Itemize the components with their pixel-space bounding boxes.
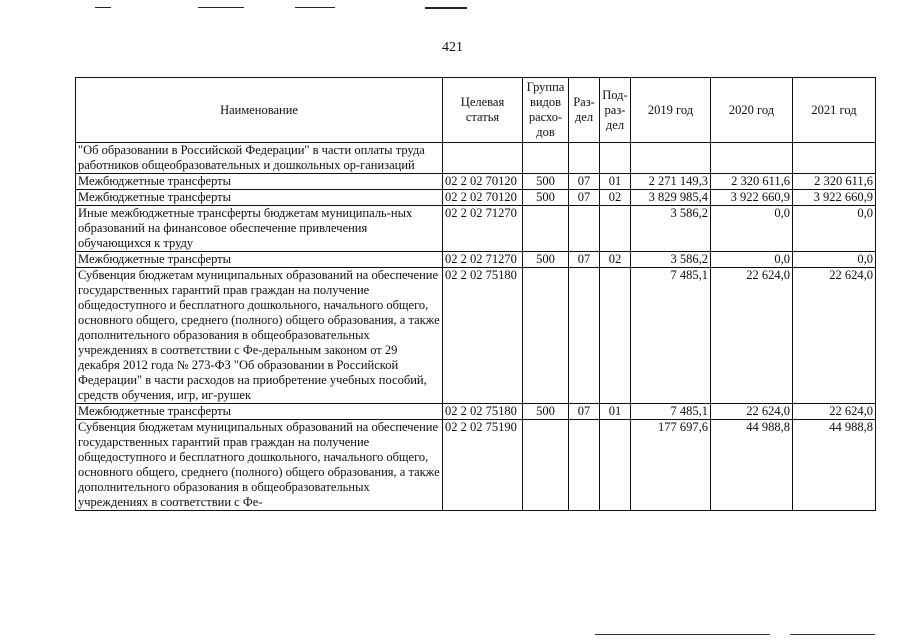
- row-name-cell: Межбюджетные трансферты: [76, 404, 443, 420]
- budget-table: [75, 77, 876, 511]
- row-2020-cell: [711, 143, 793, 174]
- table-row: [76, 404, 876, 420]
- row-target-article-cell: 02 2 02 75180: [443, 404, 523, 420]
- scan-mark: [425, 7, 467, 9]
- row-2020-cell: 0,0: [711, 252, 793, 268]
- row-2019-cell: 7 485,1: [631, 404, 711, 420]
- row-2020-cell: 0,0: [711, 206, 793, 252]
- row-subsection-cell: [600, 420, 631, 511]
- row-section-cell: 07: [569, 174, 600, 190]
- scan-mark: [595, 634, 770, 635]
- row-2020-cell: 22 624,0: [711, 268, 793, 404]
- header-name: Наименование: [76, 78, 443, 143]
- row-name-cell: Межбюджетные трансферты: [76, 174, 443, 190]
- row-target-article-cell: 02 2 02 75180: [443, 268, 523, 404]
- row-name-cell: Межбюджетные трансферты: [76, 252, 443, 268]
- row-subsection-cell: [600, 268, 631, 404]
- table-row: [76, 268, 876, 404]
- row-expense-group-cell: 500: [523, 404, 569, 420]
- row-expense-group-cell: 500: [523, 190, 569, 206]
- row-subsection-cell: 02: [600, 252, 631, 268]
- row-2021-cell: [793, 143, 876, 174]
- row-2020-cell: 44 988,8: [711, 420, 793, 511]
- row-expense-group-cell: [523, 420, 569, 511]
- header-target-article: Целевая статья: [443, 78, 523, 143]
- row-expense-group-cell: 500: [523, 252, 569, 268]
- row-subsection-cell: 02: [600, 190, 631, 206]
- table-row: [76, 420, 876, 511]
- row-expense-group-cell: [523, 143, 569, 174]
- header-subsection: Под-раз-дел: [600, 78, 631, 143]
- row-2021-cell: 0,0: [793, 206, 876, 252]
- scan-mark: [95, 7, 111, 8]
- row-target-article-cell: [443, 143, 523, 174]
- row-target-article-cell: 02 2 02 70120: [443, 190, 523, 206]
- table-row: [76, 190, 876, 206]
- row-2020-cell: 22 624,0: [711, 404, 793, 420]
- row-subsection-cell: 01: [600, 404, 631, 420]
- row-section-cell: [569, 268, 600, 404]
- scan-mark: [295, 7, 335, 8]
- row-2019-cell: 7 485,1: [631, 268, 711, 404]
- scan-mark: [198, 7, 244, 8]
- row-target-article-cell: 02 2 02 70120: [443, 174, 523, 190]
- row-section-cell: [569, 143, 600, 174]
- row-name-cell: Иные межбюджетные трансферты бюджетам муниципаль-ных образований на финансовое обеспечение привлечения обучающихся к труду: [76, 206, 443, 252]
- row-2019-cell: 2 271 149,3: [631, 174, 711, 190]
- row-section-cell: 07: [569, 404, 600, 420]
- row-2020-cell: 2 320 611,6: [711, 174, 793, 190]
- row-2021-cell: 2 320 611,6: [793, 174, 876, 190]
- row-expense-group-cell: [523, 268, 569, 404]
- row-name-cell: Субвенция бюджетам муниципальных образований на обеспечение государственных гарантий прав граждан на получение общедоступного и бесплатного дошкольного, начального общего, основного общего, среднего (полного) общего образования, а также дополнительного образования в общеобразовательных учреждениях в соответствии с Фе-: [76, 420, 443, 511]
- table-header-row: [76, 78, 876, 143]
- row-section-cell: 07: [569, 190, 600, 206]
- row-2019-cell: 3 829 985,4: [631, 190, 711, 206]
- row-name-cell: "Об образовании в Российской Федерации" в части оплаты труда работников общеобразовательных и дошкольных ор-ганизаций: [76, 143, 443, 174]
- table-row: [76, 174, 876, 190]
- header-2021: 2021 год: [793, 78, 876, 143]
- header-expense-group: Группа видов расхо-дов: [523, 78, 569, 143]
- page-number: 421: [442, 40, 463, 55]
- row-2019-cell: 3 586,2: [631, 206, 711, 252]
- row-2019-cell: 3 586,2: [631, 252, 711, 268]
- row-2021-cell: 22 624,0: [793, 404, 876, 420]
- row-name-cell: Субвенция бюджетам муниципальных образований на обеспечение государственных гарантий прав граждан на получение общедоступного и бесплатного дошкольного, начального общего, основного общего, среднего (полного) общего образования, а также дополнительного образования в общеобразовательных учреждениях в соответствии с Фе-деральным законом от 29 декабря 2012 года № 273-ФЗ "Об образовании в Российской Федерации" в части расходов на приобретение учебных пособий, средств обучения, игр, иг-рушек: [76, 268, 443, 404]
- row-expense-group-cell: [523, 206, 569, 252]
- row-target-article-cell: 02 2 02 71270: [443, 206, 523, 252]
- row-name-cell: Межбюджетные трансферты: [76, 190, 443, 206]
- header-section: Раз-дел: [569, 78, 600, 143]
- row-2021-cell: 22 624,0: [793, 268, 876, 404]
- header-2020: 2020 год: [711, 78, 793, 143]
- table-row: [76, 252, 876, 268]
- table-row: [76, 143, 876, 174]
- row-subsection-cell: [600, 143, 631, 174]
- row-2019-cell: 177 697,6: [631, 420, 711, 511]
- row-2019-cell: [631, 143, 711, 174]
- row-expense-group-cell: 500: [523, 174, 569, 190]
- header-2019: 2019 год: [631, 78, 711, 143]
- row-2021-cell: 0,0: [793, 252, 876, 268]
- table-row: [76, 206, 876, 252]
- row-2021-cell: 3 922 660,9: [793, 190, 876, 206]
- row-section-cell: [569, 420, 600, 511]
- scan-mark: [790, 634, 875, 635]
- row-target-article-cell: 02 2 02 75190: [443, 420, 523, 511]
- row-subsection-cell: [600, 206, 631, 252]
- row-target-article-cell: 02 2 02 71270: [443, 252, 523, 268]
- row-2020-cell: 3 922 660,9: [711, 190, 793, 206]
- row-subsection-cell: 01: [600, 174, 631, 190]
- row-2021-cell: 44 988,8: [793, 420, 876, 511]
- row-section-cell: 07: [569, 252, 600, 268]
- row-section-cell: [569, 206, 600, 252]
